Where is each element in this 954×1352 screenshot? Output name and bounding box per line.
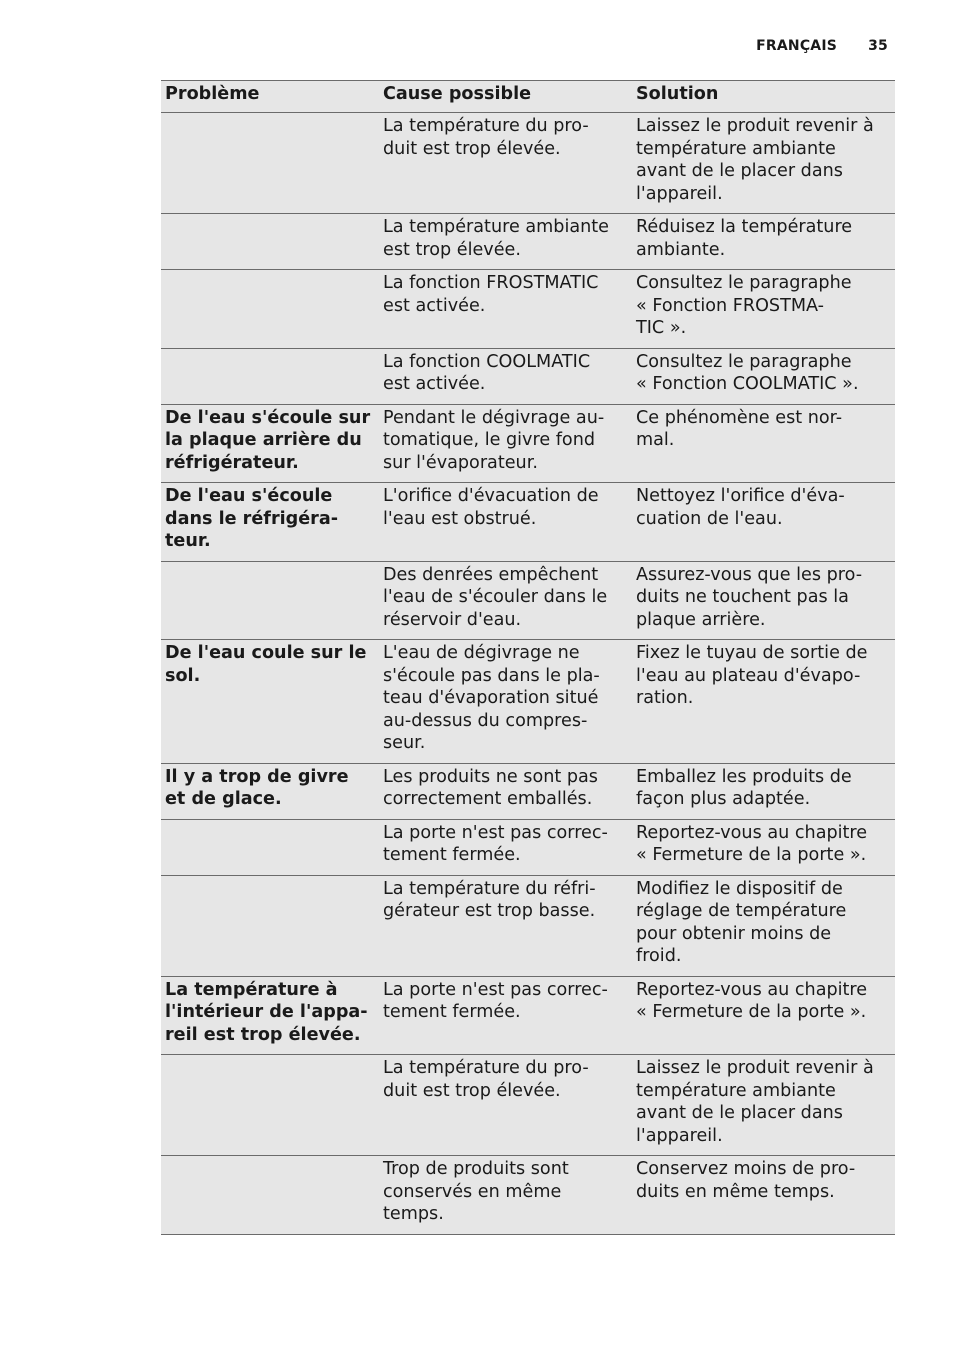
cause-cell: La porte n'est pas correc- tement fermée. [379,976,632,1055]
troubleshooting-table [161,80,895,1235]
solution-cell: Consultez le paragraphe « Fonction FROSTMA- TIC ». [632,270,895,349]
solution-cell: Laissez le produit revenir à température ambiante avant de le placer dans l'appareil. [632,1055,895,1156]
solution-cell: Emballez les produits de façon plus adaptée. [632,763,895,819]
table-row [161,640,895,764]
cause-cell: La porte n'est pas correc- tement fermée. [379,819,632,875]
problem-cell [161,1156,379,1235]
column-header-solution: Solution [632,81,895,113]
cause-cell: La température du pro- duit est trop élevée. [379,1055,632,1156]
solution-cell: Nettoyez l'orifice d'éva- cuation de l'eau. [632,483,895,562]
table-row [161,1055,895,1156]
table-row [161,1156,895,1235]
page-number: 35 [868,38,888,54]
cause-cell: La température ambiante est trop élevée. [379,214,632,270]
problem-cell [161,561,379,640]
solution-cell: Reportez-vous au chapitre « Fermeture de la porte ». [632,976,895,1055]
table-row [161,404,895,483]
table-row [161,819,895,875]
cause-cell: Les produits ne sont pas correctement emballés. [379,763,632,819]
table-row [161,763,895,819]
problem-cell: Il y a trop de givre et de glace. [161,763,379,819]
solution-cell: Ce phénomène est nor- mal. [632,404,895,483]
table-row [161,348,895,404]
solution-cell: Consultez le paragraphe « Fonction COOLMATIC ». [632,348,895,404]
problem-cell: La température à l'intérieur de l'appa- reil est trop élevée. [161,976,379,1055]
cause-cell: La température du réfri- gérateur est trop basse. [379,875,632,976]
cause-cell: L'orifice d'évacuation de l'eau est obstrué. [379,483,632,562]
solution-cell: Fixez le tuyau de sortie de l'eau au plateau d'évapo- ration. [632,640,895,764]
table-row [161,976,895,1055]
cause-cell: La température du pro- duit est trop élevée. [379,113,632,214]
solution-cell: Assurez-vous que les pro- duits ne touchent pas la plaque arrière. [632,561,895,640]
table-row [161,483,895,562]
table-row [161,561,895,640]
cause-cell: L'eau de dégivrage ne s'écoule pas dans le pla- teau d'évaporation situé au-dessus du compres- seur. [379,640,632,764]
solution-cell: Laissez le produit revenir à température ambiante avant de le placer dans l'appareil. [632,113,895,214]
problem-cell [161,214,379,270]
table-row [161,214,895,270]
section-title: FRANÇAIS [756,38,838,54]
table-body [161,113,895,1235]
problem-cell [161,1055,379,1156]
cause-cell: La fonction FROSTMATIC est activée. [379,270,632,349]
problem-cell: De l'eau s'écoule sur la plaque arrière du réfrigérateur. [161,404,379,483]
problem-cell: De l'eau coule sur le sol. [161,640,379,764]
column-header-problem: Problème [161,81,379,113]
cause-cell: Pendant le dégivrage au- tomatique, le givre fond sur l'évaporateur. [379,404,632,483]
solution-cell: Réduisez la température ambiante. [632,214,895,270]
problem-cell [161,819,379,875]
table-row [161,270,895,349]
table-row [161,113,895,214]
solution-cell: Reportez-vous au chapitre « Fermeture de la porte ». [632,819,895,875]
problem-cell: De l'eau s'écoule dans le réfrigéra- teur. [161,483,379,562]
table-row [161,875,895,976]
solution-cell: Modifiez le dispositif de réglage de température pour obtenir moins de froid. [632,875,895,976]
solution-cell: Conservez moins de pro- duits en même temps. [632,1156,895,1235]
cause-cell: Des denrées empêchent l'eau de s'écouler dans le réservoir d'eau. [379,561,632,640]
problem-cell [161,875,379,976]
page-header [756,38,888,54]
problem-cell [161,270,379,349]
cause-cell: La fonction COOLMATIC est activée. [379,348,632,404]
problem-cell [161,348,379,404]
cause-cell: Trop de produits sont conservés en même temps. [379,1156,632,1235]
column-header-cause: Cause possible [379,81,632,113]
problem-cell [161,113,379,214]
table-header-row [161,81,895,113]
